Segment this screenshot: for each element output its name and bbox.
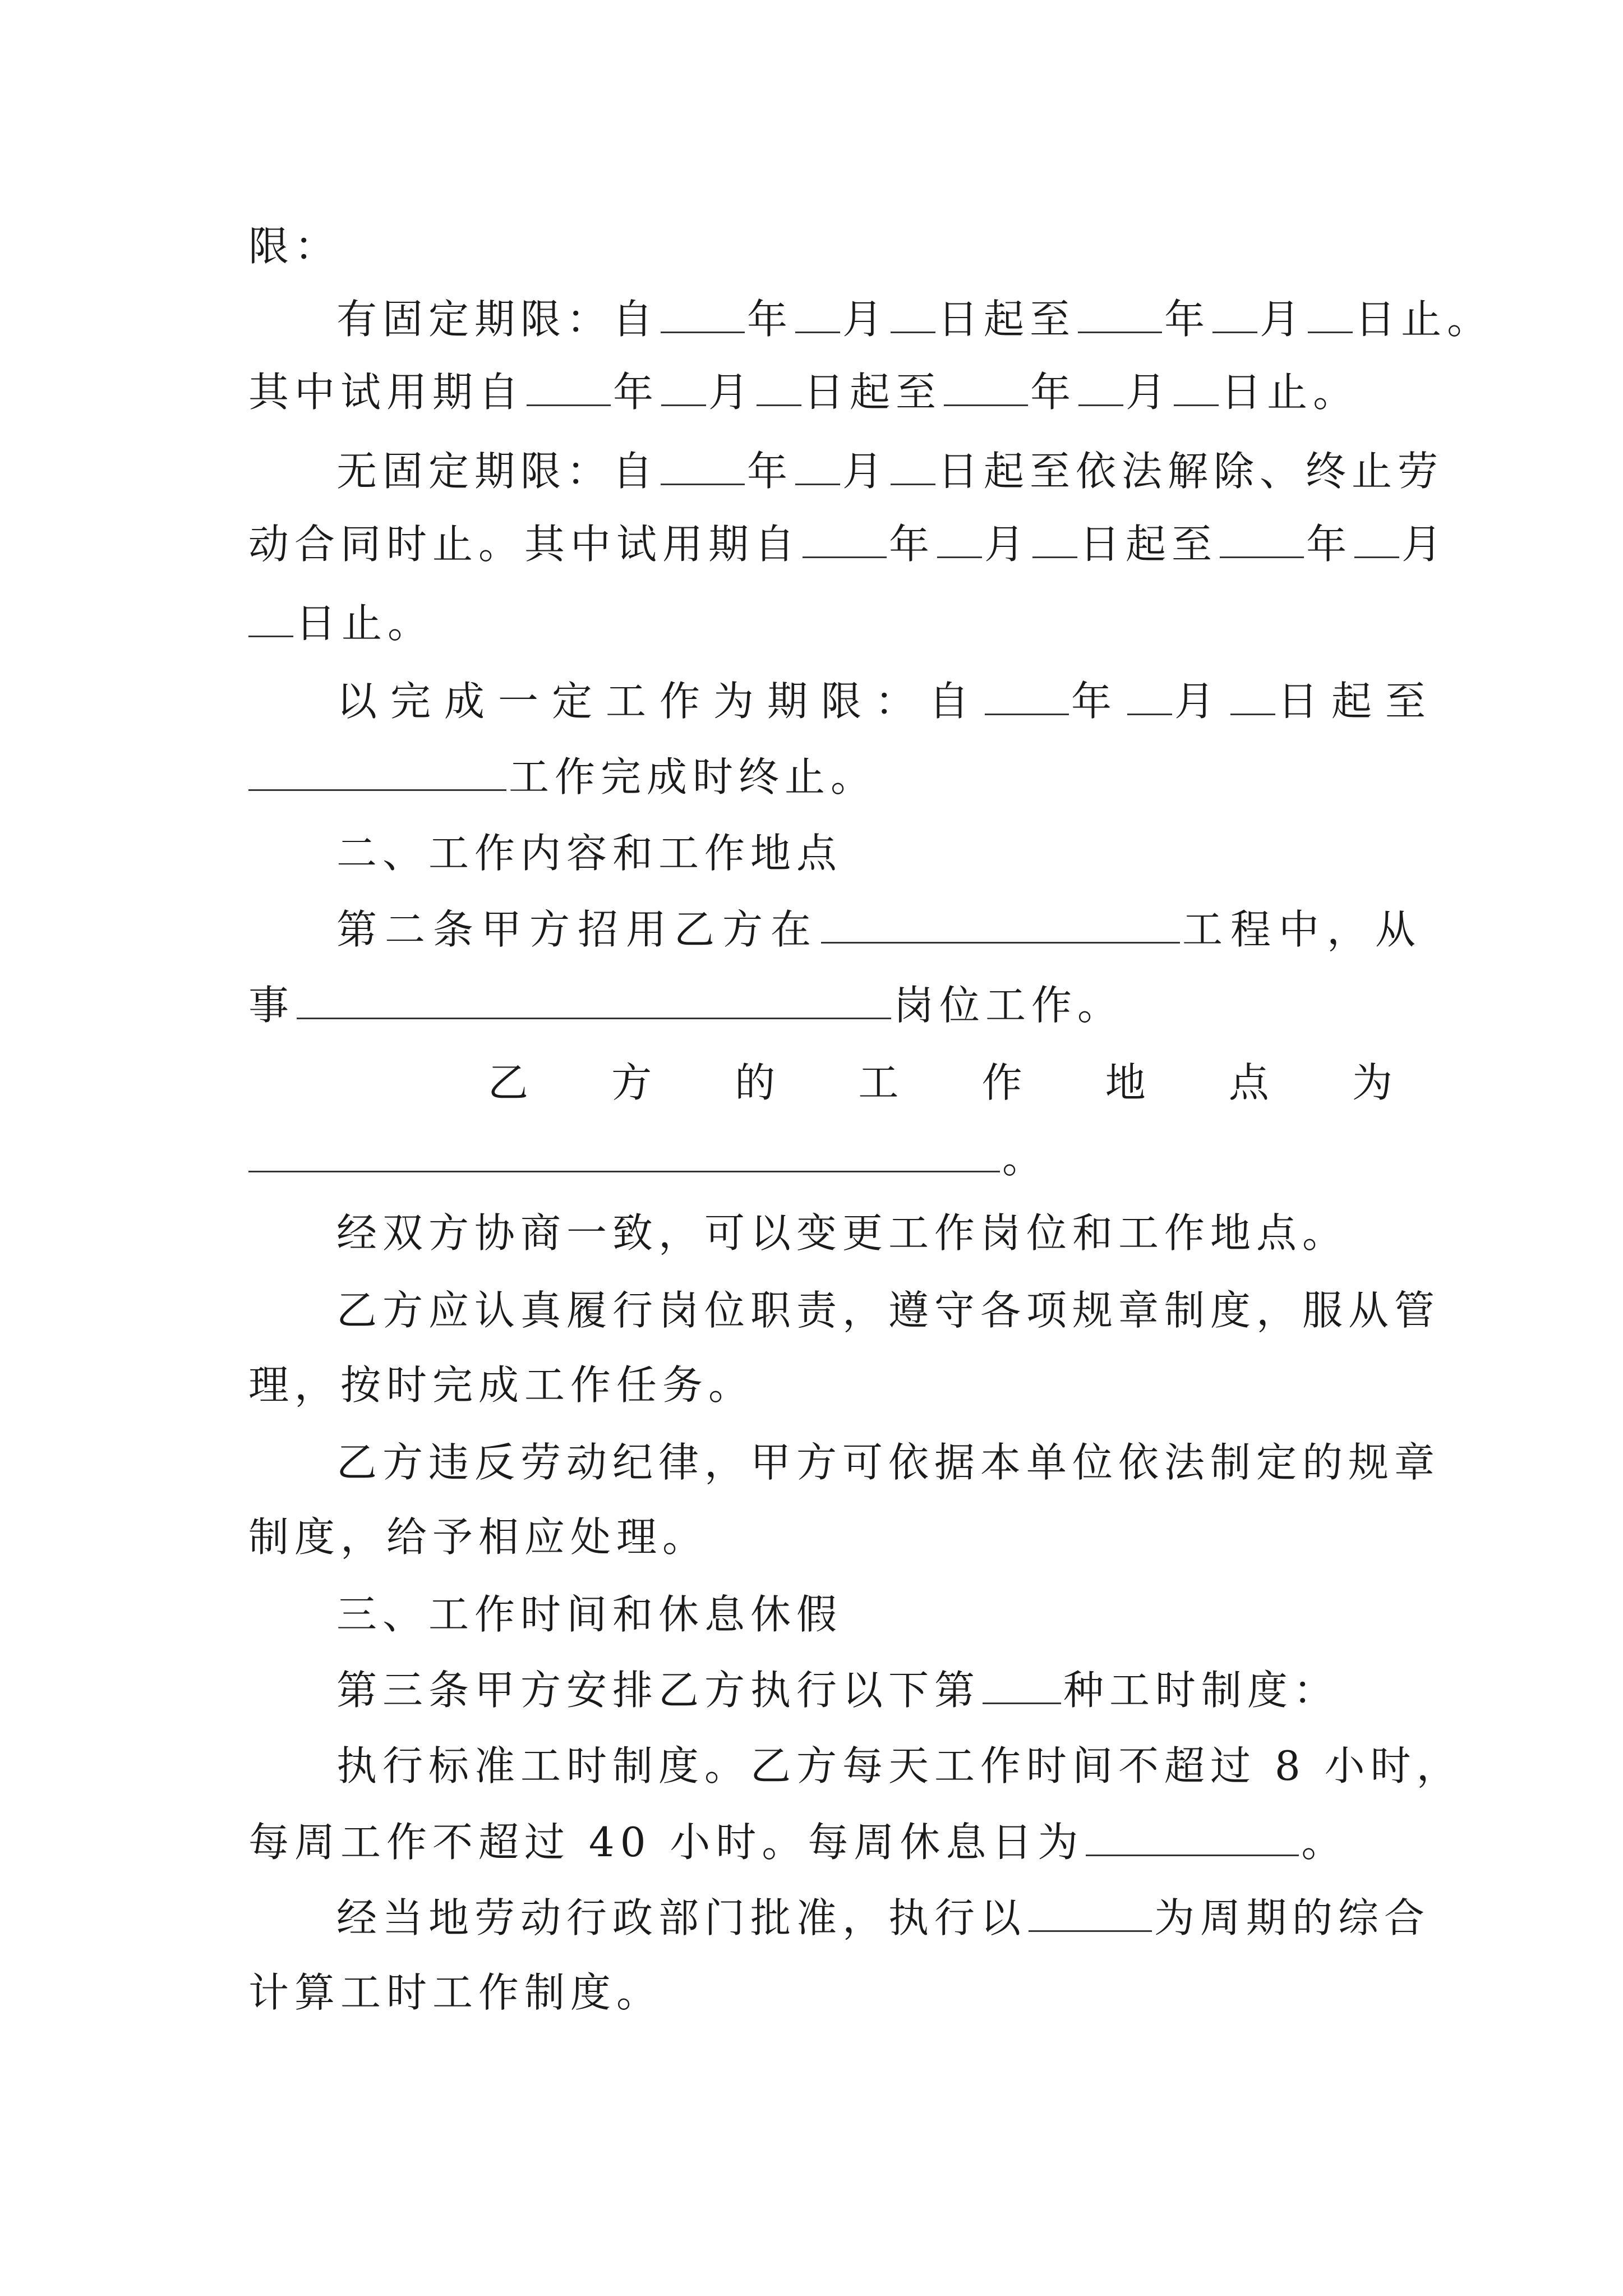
text-fragment: 经双方协商一致，可以变更工作岗位和工作地点。	[336, 1209, 1349, 1257]
text-fragment: 。	[1301, 1819, 1348, 1866]
blank-field[interactable]	[1127, 674, 1172, 715]
blank-field[interactable]	[1230, 674, 1275, 715]
text-fragment: 乙方违反劳动纪律，甲方可依据本单位依法制定的规章	[336, 1439, 1441, 1486]
text-line	[248, 513, 1448, 575]
text-fragment: 年	[747, 296, 794, 343]
text-fragment: 月	[708, 369, 755, 416]
blank-field[interactable]	[795, 292, 840, 333]
text-line	[336, 440, 1481, 502]
blank-field[interactable]	[1220, 517, 1304, 558]
text-fragment: 制度，给予相应处理。	[248, 1513, 709, 1561]
text-line	[248, 215, 1393, 277]
text-line	[336, 1432, 1481, 1493]
blank-field[interactable]	[891, 444, 935, 485]
blank-field[interactable]	[983, 1663, 1061, 1704]
blank-field[interactable]	[985, 674, 1069, 715]
text-fragment: 月	[1260, 296, 1306, 343]
section-heading	[336, 822, 1481, 884]
text-char: 的	[735, 1059, 776, 1106]
text-fragment: 二、工作内容和工作地点	[336, 830, 843, 877]
text-fragment: 日起至	[1080, 521, 1218, 568]
text-line	[248, 974, 1393, 1036]
blank-field[interactable]	[803, 517, 887, 558]
text-fragment: 以完成一定工作为期限：自	[336, 678, 983, 725]
blank-field[interactable]	[1032, 517, 1077, 558]
text-fragment: 为周期的综合	[1154, 1894, 1431, 1941]
text-char: 作	[981, 1059, 1022, 1106]
text-fragment: 种工时制度：	[1063, 1667, 1340, 1714]
text-fragment: 月	[1174, 678, 1229, 725]
text-char: 乙	[488, 1059, 529, 1106]
blank-field[interactable]	[944, 365, 1028, 406]
text-fragment: 无固定期限：自	[336, 448, 659, 495]
text-fragment: 月	[842, 296, 889, 343]
text-fragment: 第二条甲方招用乙方在	[336, 906, 819, 953]
text-fragment: 月	[1126, 369, 1172, 416]
text-char: 点	[1228, 1059, 1269, 1106]
text-char: 地	[1105, 1059, 1146, 1106]
text-line	[336, 670, 1481, 732]
text-fragment: 年	[1030, 369, 1077, 416]
text-fragment: 日止。	[1221, 369, 1359, 416]
blank-field[interactable]	[1086, 1815, 1299, 1856]
text-line	[248, 746, 1393, 808]
blank-field[interactable]	[1174, 365, 1219, 406]
text-fragment: 月	[984, 521, 1031, 568]
text-fragment: 日起至依法解除、终止劳	[938, 448, 1444, 495]
text-fragment: 日起至	[804, 369, 942, 416]
blank-field[interactable]	[937, 517, 982, 558]
text-fragment: 有固定期限：自	[336, 296, 659, 343]
blank-field[interactable]	[821, 903, 1180, 944]
blank-field[interactable]	[248, 750, 506, 791]
text-line	[248, 1811, 1393, 1873]
section-heading	[336, 1584, 1481, 1645]
text-fragment: 工程中，从	[1182, 906, 1424, 953]
text-line	[248, 1354, 1393, 1416]
blank-field[interactable]	[297, 978, 891, 1019]
text-line	[248, 1506, 1393, 1568]
text-fragment: 执行标准工时制度。乙方每天工作时间不超过 8 小时，	[336, 1742, 1463, 1789]
text-fragment: 日起至	[938, 296, 1076, 343]
blank-field[interactable]	[1078, 365, 1123, 406]
blank-field[interactable]	[661, 292, 745, 333]
text-fragment: 岗位工作。	[893, 982, 1124, 1029]
text-fragment: 工作完成时终止。	[509, 753, 877, 800]
text-fragment: 乙方应认真履行岗位职责，遵守各项规章制度，服从管	[336, 1287, 1441, 1334]
text-fragment: 年	[613, 369, 660, 416]
text-fragment: 其中试用期自	[248, 369, 525, 416]
blank-field[interactable]	[248, 596, 293, 637]
text-line	[336, 899, 1481, 960]
text-fragment: 年	[1071, 678, 1126, 725]
text-fragment: 年	[1306, 521, 1353, 568]
text-char: 方	[611, 1059, 652, 1106]
text-fragment: 理，按时完成工作任务。	[248, 1361, 755, 1409]
text-line-spread	[336, 1052, 1393, 1114]
blank-field[interactable]	[527, 365, 611, 406]
text-char: 为	[1352, 1059, 1393, 1106]
text-fragment: 每周工作不超过 40 小时。每周休息日为	[248, 1819, 1084, 1866]
text-line	[336, 1280, 1481, 1341]
text-line	[336, 1659, 1481, 1721]
text-fragment: 年	[889, 521, 935, 568]
text-fragment: 动合同时止。其中试用期自	[248, 521, 801, 568]
text-fragment: 日止。	[1355, 296, 1493, 343]
blank-field[interactable]	[757, 365, 801, 406]
text-fragment: 月	[1401, 521, 1448, 568]
text-fragment: 经当地劳动行政部门批准，执行以	[336, 1894, 1027, 1941]
text-line	[248, 1962, 1393, 2023]
text-char: 工	[858, 1059, 899, 1106]
text-fragment: 月	[842, 448, 889, 495]
blank-field[interactable]	[248, 1131, 1000, 1172]
text-line	[336, 1735, 1481, 1797]
blank-field[interactable]	[1212, 292, 1257, 333]
text-fragment: 日止。	[296, 600, 434, 647]
text-fragment: 事	[248, 982, 295, 1029]
text-fragment: 第三条甲方安排乙方执行以下第	[336, 1667, 981, 1714]
blank-field[interactable]	[661, 365, 706, 406]
text-fragment: 三、工作时间和休息休假	[336, 1591, 843, 1638]
text-fragment: 日起至	[1278, 678, 1440, 725]
text-fragment: 年	[747, 448, 794, 495]
text-fragment: 限：	[248, 223, 341, 270]
text-line	[248, 361, 1393, 423]
blank-field[interactable]	[795, 444, 840, 485]
blank-field[interactable]	[1354, 517, 1399, 558]
text-fragment: 计算工时工作制度。	[248, 1969, 663, 2016]
text-line	[336, 1887, 1481, 1949]
text-fragment: 年	[1164, 296, 1211, 343]
text-line	[336, 1202, 1481, 1264]
blank-field[interactable]	[1078, 292, 1162, 333]
text-line	[248, 1128, 1393, 1189]
blank-field[interactable]	[1029, 1891, 1152, 1932]
text-fragment: 。	[1002, 1135, 1049, 1182]
blank-field[interactable]	[1308, 292, 1353, 333]
blank-field[interactable]	[891, 292, 935, 333]
text-line	[336, 288, 1493, 350]
blank-field[interactable]	[661, 444, 745, 485]
text-line	[248, 592, 1393, 654]
